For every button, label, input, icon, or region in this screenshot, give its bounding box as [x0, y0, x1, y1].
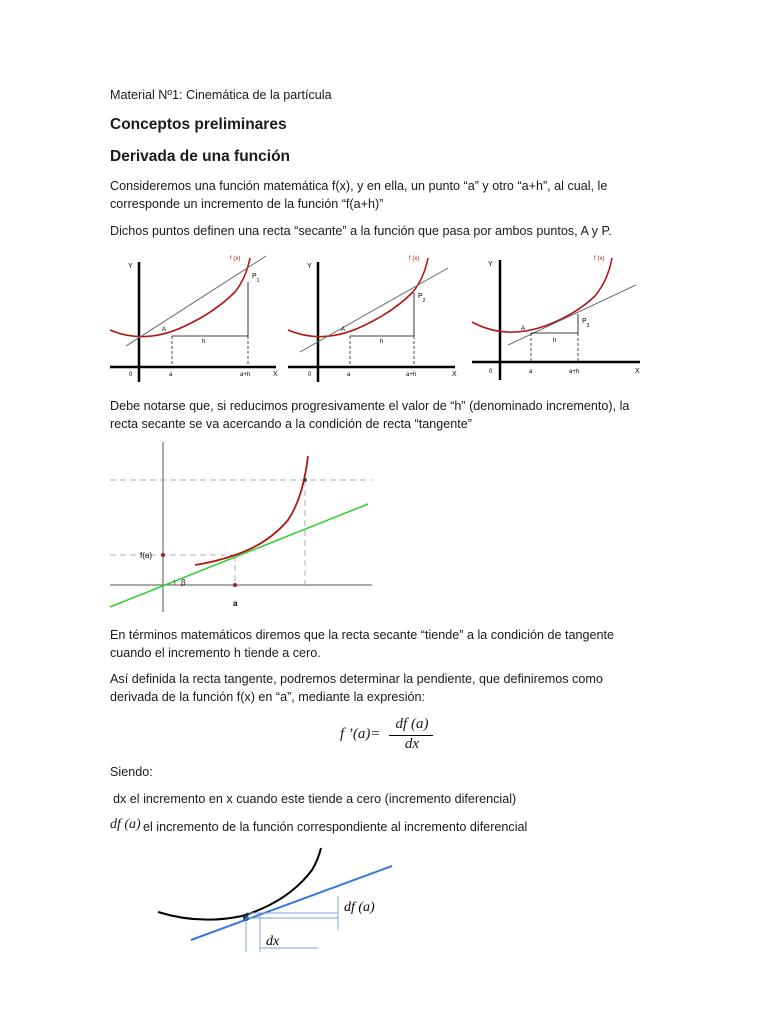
dx-definition: dx el incremento en x cuando este tiende a cero (incremento diferencial): [113, 792, 517, 806]
paragraph-5-line-2: derivada de la función f(x) en “a”, mediante la expresión:: [110, 690, 426, 704]
paragraph-1-line-1: Consideremos una función matemática f(x), y en ella, un punto “a” y otro “a+h”, al cual, le: [110, 179, 608, 193]
origin-label: 0: [129, 372, 133, 378]
paragraph-3-line-1: Debe notarse que, si reducimos progresivamente el valor de “h” (denominado incremento), la: [110, 399, 630, 413]
origin-label: 0: [489, 369, 493, 375]
y-axis-label: Y: [307, 263, 312, 270]
function-label: f (x): [594, 256, 605, 262]
derivative-formula-numerator: df (a): [395, 716, 429, 732]
paragraph-5-line-1: Así definida la recta tangente, podremos determinar la pendiente, que definiremos como: [110, 672, 603, 686]
a-tick-label: a: [347, 372, 351, 378]
x-axis-label: X: [635, 368, 640, 375]
function-label: f (x): [230, 256, 241, 262]
h-label: h: [380, 339, 384, 345]
point-p-label: $P_1$: [252, 273, 260, 284]
a-tick-label: a: [169, 372, 173, 378]
paragraph-4-line-2: cuando el incremento h tiende a cero.: [110, 646, 321, 660]
a-plus-h-tick-label: a+h: [240, 372, 251, 378]
function-label: f (x): [409, 256, 420, 262]
subsection-title: Derivada de una función: [110, 148, 291, 165]
h-label: h: [553, 338, 557, 344]
y-axis-label: Y: [128, 263, 133, 270]
a-plus-h-tick-label: a+h: [406, 372, 417, 378]
h-label: h: [202, 339, 206, 345]
a-label: a: [233, 599, 238, 608]
derivative-formula-lhs: f ’(a)=: [340, 726, 381, 742]
dfa-figure-label: df (a): [344, 900, 375, 915]
a-plus-h-tick-label: a+h: [569, 369, 580, 375]
a-tick-label: a: [529, 369, 533, 375]
x-axis-label: X: [273, 371, 278, 378]
paragraph-2: Dichos puntos definen una recta “secante” a la función que pasa por ambos puntos, A y P.: [110, 224, 612, 238]
dx-figure-label: dx: [266, 934, 280, 949]
point-a-label: A: [162, 327, 167, 333]
point-a-label: A: [341, 327, 346, 333]
derivative-formula-denominator: dx: [404, 736, 420, 752]
paragraph-1-line-2: corresponde un incremento de la función “f(a+h)”: [110, 197, 384, 211]
x-axis-label: X: [452, 371, 457, 378]
point-p-label: $P_3$: [582, 318, 590, 329]
beta-label: β: [181, 578, 186, 587]
origin-label: 0: [308, 372, 312, 378]
dfa-symbol: df (a): [110, 817, 141, 832]
section-title: Conceptos preliminares: [110, 116, 287, 133]
dfa-definition: el incremento de la función correspondiente al incremento diferencial: [143, 820, 528, 834]
point-a-label: A: [521, 326, 526, 332]
paragraph-4-line-1: En términos matemáticos diremos que la recta secante “tiende” a la condición de tangente: [110, 628, 615, 642]
siendo-label: Siendo:: [110, 765, 153, 779]
fa-label: f(a): [140, 551, 152, 560]
paragraph-3-line-2: recta secante se va acercando a la condición de recta “tangente”: [110, 417, 472, 431]
point-p-label: $P_2$: [418, 293, 426, 304]
y-axis-label: Y: [488, 261, 493, 268]
document-header: Material Nº1: Cinemática de la partícula: [110, 88, 332, 102]
